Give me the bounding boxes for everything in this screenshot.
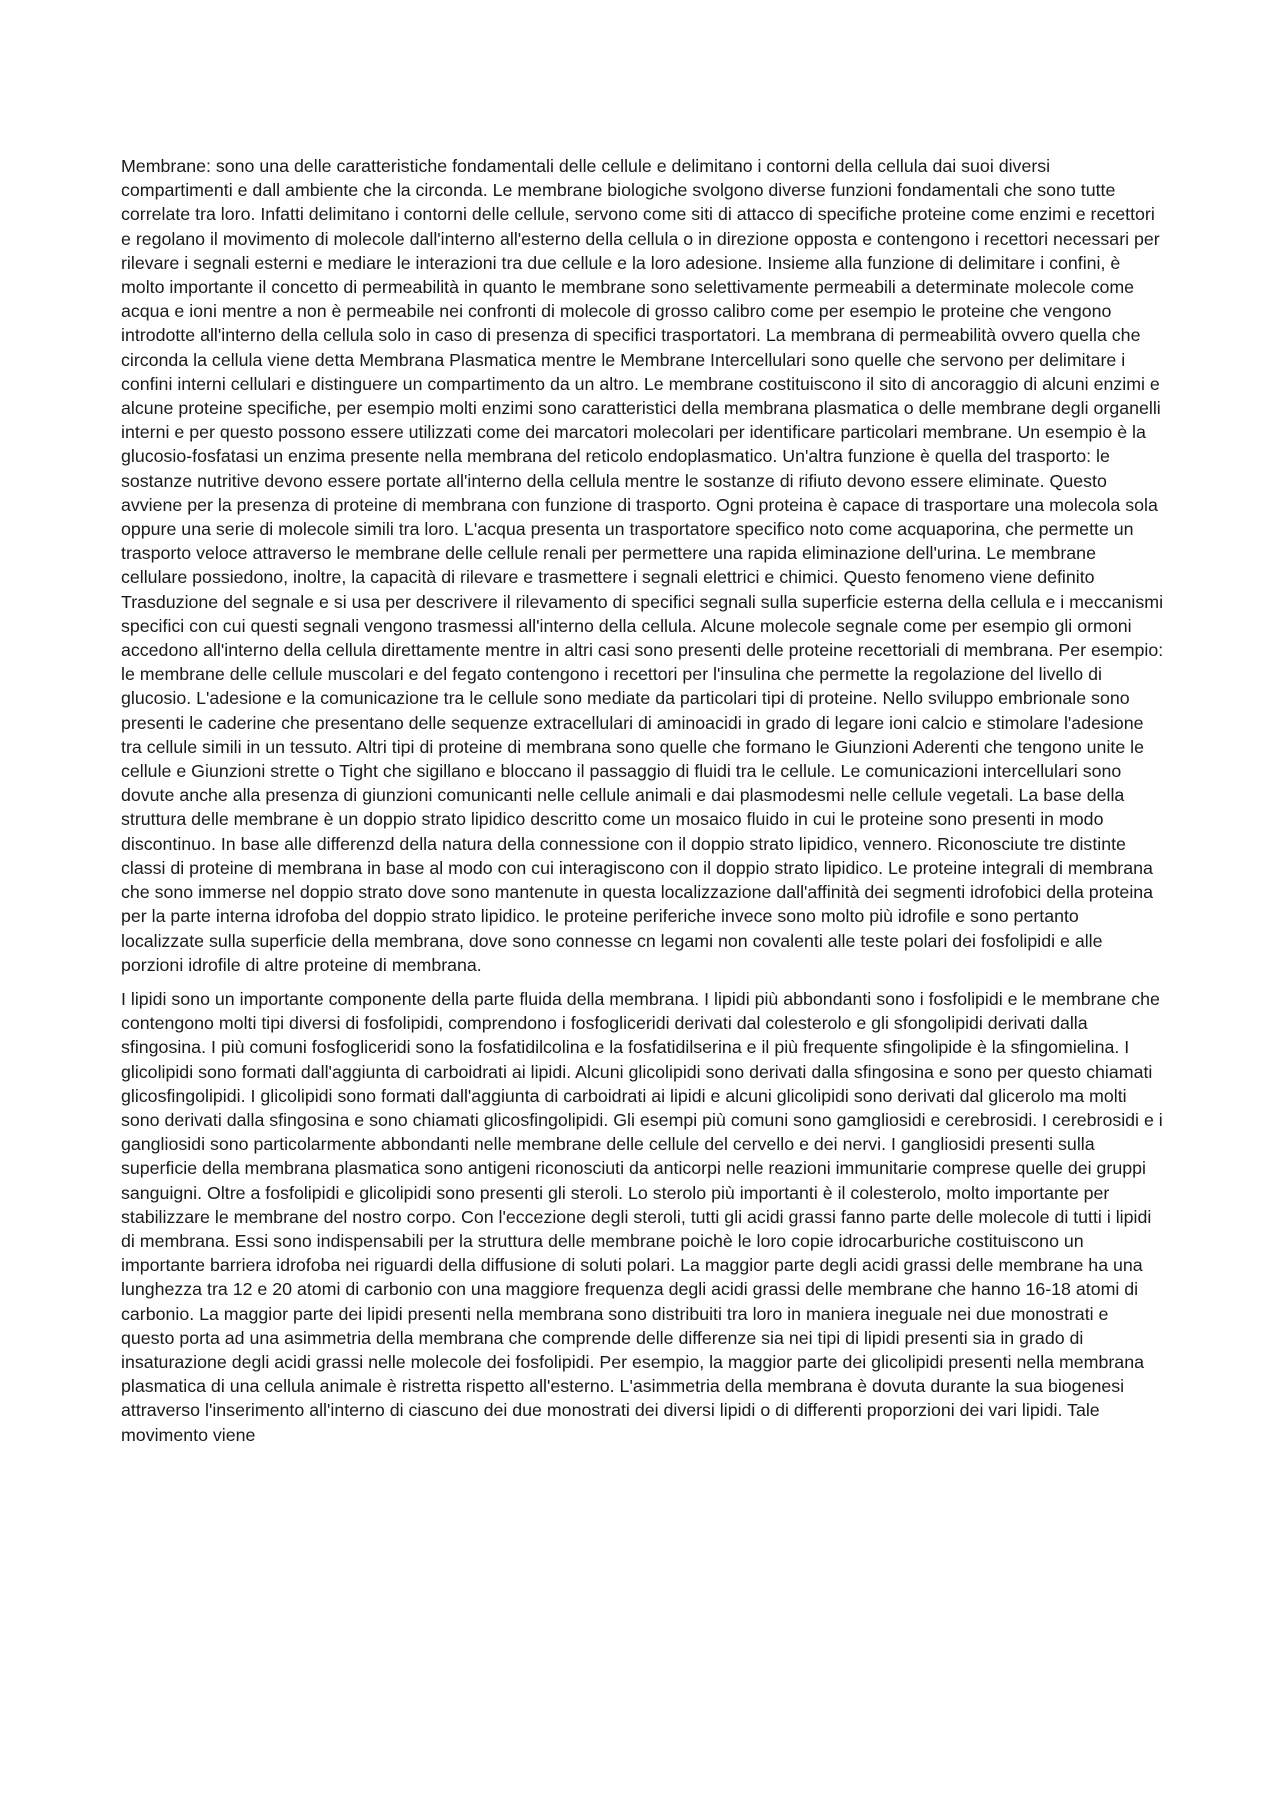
paragraph-membrane-lipids: I lipidi sono un importante componente della parte fluida della membrana. I lipidi più abbondanti sono i fosfolipidi e le membrane che contengono molti tipi diversi di fosfolipidi, comprendono i fosfogliceridi derivati dal colesterolo e gli sfongolipidi derivati dalla sfingosina. I più comuni fosfogliceridi sono la fosfatidilcolina e la fosfatidilserina e il più frequente sfingolipide è la sfingomielina. I glicolipidi sono formati dall'aggiunta di carboidrati ai lipidi. Alcuni glicolipidi sono derivati dalla sfingosina e sono per questo chiamati glicosfingolipidi. I glicolipidi sono formati dall'aggiunta di carboidrati ai lipidi e alcuni glicolipidi sono derivati dal glicerolo ma molti sono derivati dalla sfingosina e sono chiamati glicosfingolipidi. Gli esempi più comuni sono gamgliosidi e cerebrosidi. I cerebrosidi e i gangliosidi sono particolarmente abbondanti nelle membrane delle cellule del cervello e dei nervi. I gangliosidi presenti sulla superficie della membrana plasmatica sono antigeni riconosciuti da anticorpi nelle reazioni immunitarie comprese quelle dei gruppi sanguigni. Oltre a fosfolipidi e glicolipidi sono presenti gli steroli. Lo sterolo più importanti è il colesterolo, molto importante per stabilizzare le membrane del nostro corpo. Con l'eccezione degli steroli, tutti gli acidi grassi fanno parte delle molecole di tutti i lipidi di membrana. Essi sono indispensabili per la struttura delle membrane poichè le loro copie idrocarburiche costituiscono un importante barriera idrofoba nei riguardi della diffusione di soluti polari. La maggior parte degli acidi grassi delle membrane ha una lunghezza tra 12 e 20 atomi di carbonio con una maggiore frequenza degli acidi grassi delle membrane che hanno 16-18 atomi di carbonio. La maggior parte dei lipidi presenti nella membrana sono distribuiti tra loro in maniera ineguale nei due monostrati e questo porta ad una asimmetria della membrana che comprende delle differenze sia nei tipi di lipidi presenti sia in grado di insaturazione degli acidi grassi nelle molecole dei fosfolipidi. Per esempio, la maggior parte dei glicolipidi presenti nella membrana plasmatica di una cellula animale è ristretta rispetto all'esterno. L'asimmetria della membrana è dovuta durante la sua biogenesi attraverso l'inserimento all'interno di ciascuno dei due monostrati dei diversi lipidi o di differenti proporzioni dei vari lipidi. Tale movimento viene	[121, 988, 1163, 1445]
paragraph-membrane-functions: Membrane: sono una delle caratteristiche fondamentali delle cellule e delimitano i contorni della cellula dai suoi diversi compartimenti e dall ambiente che la circonda. Le membrane biologiche svolgono diverse funzioni fondamentali che sono tutte correlate tra loro. Infatti delimitano i contorni delle cellule, servono come siti di attacco di specifiche proteine come enzimi e recettori e regolano il movimento di molecole dall'interno all'esterno della cellula o in direzione opposta e contengono i recettori necessari per rilevare i segnali esterni e mediare le interazioni tra due cellule e la loro adesione. Insieme alla funzione di delimitare i confini, è molto importante il concetto di permeabilità in quanto le membrane sono selettivamente permeabili a determinate molecole come acqua e ioni mentre a non è permeabile nei confronti di molecole di grosso calibro come per esempio le proteine che vengono introdotte all'interno della cellula solo in caso di presenza di specifici trasportatori. La membrana di permeabilità ovvero quella che circonda la cellula viene detta Membrana Plasmatica mentre le Membrane Intercellulari sono quelle che servono per delimitare i confini interni cellulari e distinguere un compartimento da un altro. Le membrane costituiscono il sito di ancoraggio di alcuni enzimi e alcune proteine specifiche, per esempio molti enzimi sono caratteristici della membrana plasmatica o delle membrane degli organelli interni e per questo possono essere utilizzati come dei marcatori molecolari per identificare particolari membrane. Un esempio è la glucosio-fosfatasi un enzima presente nella membrana del reticolo endoplasmatico. Un'altra funzione è quella del trasporto: le sostanze nutritive devono essere portate all'interno della cellula mentre le sostanze di rifiuto devono essere eliminate. Questo avviene per la presenza di proteine di membrana con funzione di trasporto. Ogni proteina è capace di trasportare una molecola sola oppure una serie di molecole simili tra loro. L'acqua presenta un trasportatore specifico noto come acquaporina, che permette un trasporto veloce attraverso le membrane delle cellule renali per permettere una rapida eliminazione dell'urina. Le membrane cellulare possiedono, inoltre, la capacità di rilevare e trasmettere i segnali elettrici e chimici. Questo fenomeno viene definito Trasduzione del segnale e si usa per descrivere il rilevamento di specifici segnali sulla superficie esterna della cellula e i meccanismi specifici con cui questi segnali vengono trasmessi all'interno della cellula. Alcune molecole segnale come per esempio gli ormoni accedono all'interno della cellula direttamente mentre in altri casi sono presenti delle proteine recettoriali di membrana. Per esempio: le membrane delle cellule muscolari e del fegato contengono i recettori per l'insulina che permette la regolazione del livello di glucosio. L'adesione e la comunicazione tra le cellule sono mediate da particolari tipi di proteine. Nello sviluppo embrionale sono presenti le caderine che presentano delle sequenze extracellulari di aminoacidi in grado di legare ioni calcio e stimolare l'adesione tra cellule simili in un tessuto. Altri tipi di proteine di membrana sono quelle che formano le Giunzioni Aderenti che tengono unite le cellule e Giunzioni strette o Tight che sigillano e bloccano il passaggio di fluidi tra le cellule. Le comunicazioni intercellulari sono dovute anche alla presenza di giunzioni comunicanti nelle cellule animali e dai plasmodesmi nelle cellule vegetali. La base della struttura delle membrane è un doppio strato lipidico descritto come un mosaico fluido in cui le proteine sono presenti in modo discontinuo. In base alle differenzd della natura della connessione con il doppio strato lipidico, vennero. Riconosciute tre distinte classi di proteine di membrana in base al modo con cui interagiscono con il doppio strato lipidico. Le proteine integrali di membrana che sono immerse nel doppio strato dove sono mantenute in questa localizzazione dall'affinità dei segmenti idrofobici della proteina per la parte interna idrofoba del doppio strato lipidico. le proteine periferiche invece sono molto più idrofile e sono pertanto localizzate sulla superficie della membrana, dove sono connesse cn legami non covalenti alle teste polari dei fosfolipidi e alle porzioni idrofile di altre proteine di membrana.	[121, 156, 1164, 975]
document-body	[121, 154, 1166, 1447]
